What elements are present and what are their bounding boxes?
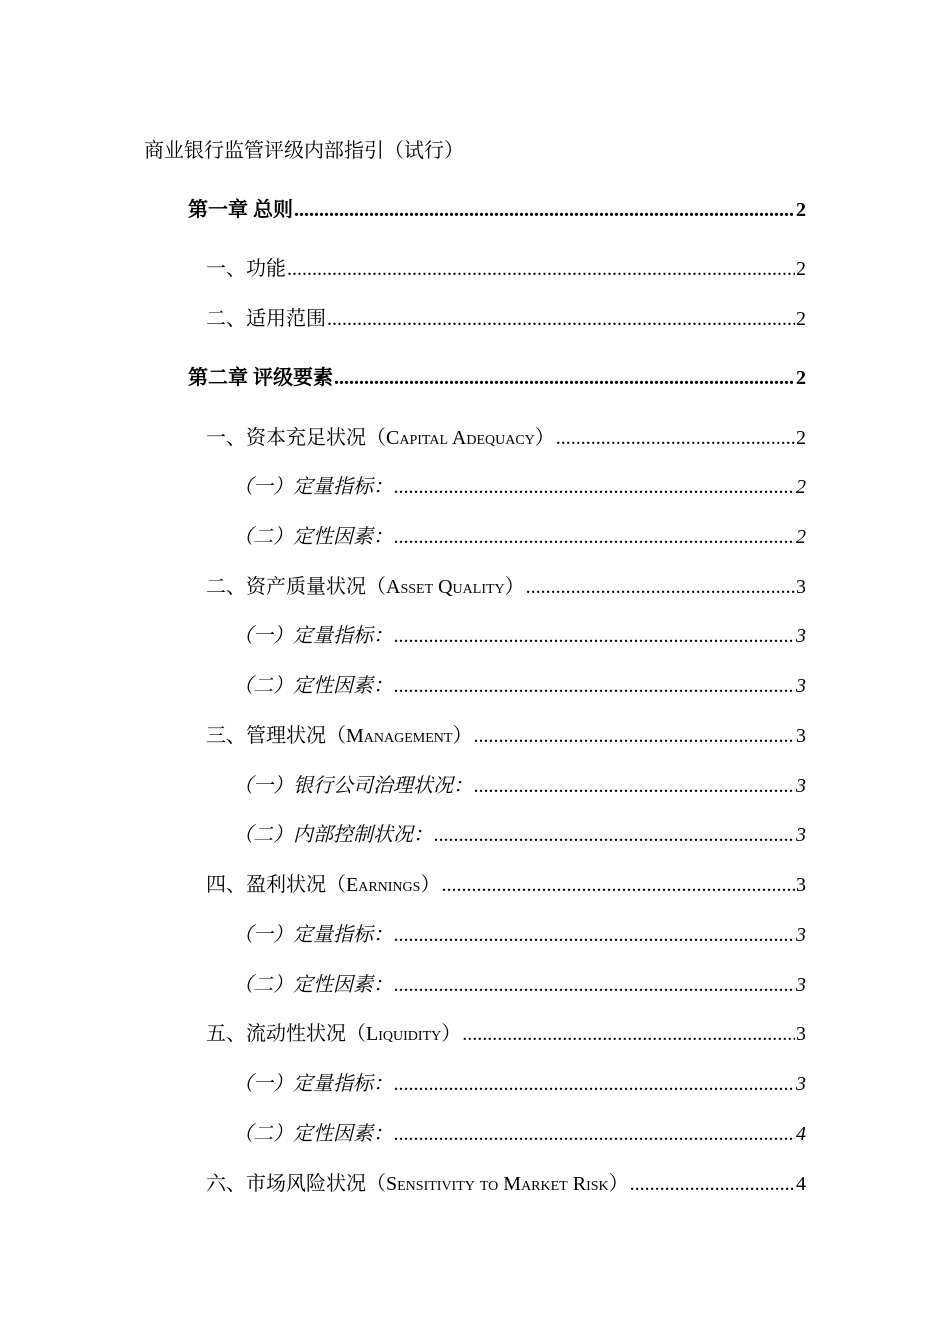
toc-label: （一）定量指标：: [233, 625, 393, 647]
toc-leader: [287, 254, 795, 284]
toc-label: （二）定性因素：: [233, 1123, 393, 1145]
toc-entry[interactable]: [233, 522, 806, 552]
toc-page-number: 3: [796, 824, 806, 846]
toc-leader: [394, 621, 795, 651]
toc-leader: [462, 1019, 795, 1049]
toc-label: 六、市场风险状况（Sensitivity to Market Risk）: [206, 1173, 629, 1195]
toc-entry[interactable]: [206, 1169, 806, 1199]
toc-label: （一）定量指标：: [233, 1073, 393, 1095]
toc-label: （二）定性因素：: [233, 526, 393, 548]
toc-label: 五、流动性状况（Liquidity）: [206, 1023, 462, 1045]
toc-leader: [441, 870, 795, 900]
toc-label: 三、管理状况（Management）: [206, 725, 473, 747]
toc-page-number: 2: [796, 258, 806, 280]
toc-leader: [294, 195, 795, 225]
toc-entry[interactable]: [206, 572, 806, 602]
toc-leader: [394, 1119, 795, 1149]
toc-label: 第二章 评级要素: [188, 367, 333, 389]
toc-leader: [556, 423, 795, 453]
toc-page-number: 2: [796, 476, 806, 498]
toc-label: （二）内部控制状况：: [233, 824, 433, 846]
toc-leader: [474, 771, 795, 801]
toc-page-number: 3: [796, 924, 806, 946]
toc-leader: [394, 1069, 795, 1099]
toc-entry-chapter-1[interactable]: [188, 195, 806, 225]
toc-leader: [394, 671, 795, 701]
toc-leader: [526, 572, 795, 602]
toc-label: （一）定量指标：: [233, 924, 393, 946]
toc-entry[interactable]: [233, 1119, 806, 1149]
toc-leader: [334, 363, 795, 393]
toc-entry[interactable]: [233, 1069, 806, 1099]
toc-entry[interactable]: [206, 721, 806, 751]
toc-entry[interactable]: [206, 870, 806, 900]
toc-leader: [327, 304, 795, 334]
toc-label: （一）银行公司治理状况：: [233, 775, 473, 797]
toc-page-number: 3: [796, 1073, 806, 1095]
toc-page-number: 3: [796, 1023, 806, 1045]
toc-label: 四、盈利状况（Earnings）: [206, 874, 441, 896]
toc-entry-chapter-2[interactable]: [188, 363, 806, 393]
toc-leader: [434, 820, 795, 850]
toc-leader: [394, 970, 795, 1000]
toc-page-number: 4: [796, 1123, 806, 1145]
toc-entry[interactable]: [233, 621, 806, 651]
toc-page-number: 3: [796, 576, 806, 598]
toc-label: 一、功能: [206, 258, 286, 280]
toc-page-number: 4: [796, 1173, 806, 1195]
toc-leader: [394, 920, 795, 950]
toc-label: 一、资本充足状况（Capital Adequacy）: [206, 427, 555, 449]
toc-entry[interactable]: [233, 671, 806, 701]
toc-page-number: 3: [796, 775, 806, 797]
toc-page-number: 3: [796, 874, 806, 896]
toc-page-number: 2: [796, 526, 806, 548]
toc-leader: [394, 472, 795, 502]
toc-page-number: 2: [796, 427, 806, 449]
toc-leader: [394, 522, 795, 552]
toc-entry[interactable]: [233, 820, 806, 850]
toc-entry[interactable]: [233, 472, 806, 502]
toc-label: 第一章 总则: [188, 199, 293, 221]
document-title: 商业银行监管评级内部指引（试行）: [144, 140, 464, 162]
toc-entry[interactable]: [233, 771, 806, 801]
toc-entry[interactable]: [233, 920, 806, 950]
toc-label: （二）定性因素：: [233, 675, 393, 697]
toc-entry[interactable]: [206, 304, 806, 334]
toc-page-number: 3: [796, 675, 806, 697]
toc-page-number: 3: [796, 974, 806, 996]
toc-page-number: 3: [796, 625, 806, 647]
toc-page-number: 2: [796, 367, 806, 389]
toc-label: 二、适用范围: [206, 308, 326, 330]
toc-label: （二）定性因素：: [233, 974, 393, 996]
toc-page-number: 2: [796, 199, 806, 221]
toc-label: （一）定量指标：: [233, 476, 393, 498]
toc-page-number: 3: [796, 725, 806, 747]
toc-page-number: 2: [796, 308, 806, 330]
toc-entry[interactable]: [206, 423, 806, 453]
toc-leader: [473, 721, 795, 751]
toc-label: 二、资产质量状况（Asset Quality）: [206, 576, 525, 598]
toc-entry[interactable]: [206, 1019, 806, 1049]
toc-leader: [630, 1169, 795, 1199]
toc-entry[interactable]: [206, 254, 806, 284]
toc-entry[interactable]: [233, 970, 806, 1000]
